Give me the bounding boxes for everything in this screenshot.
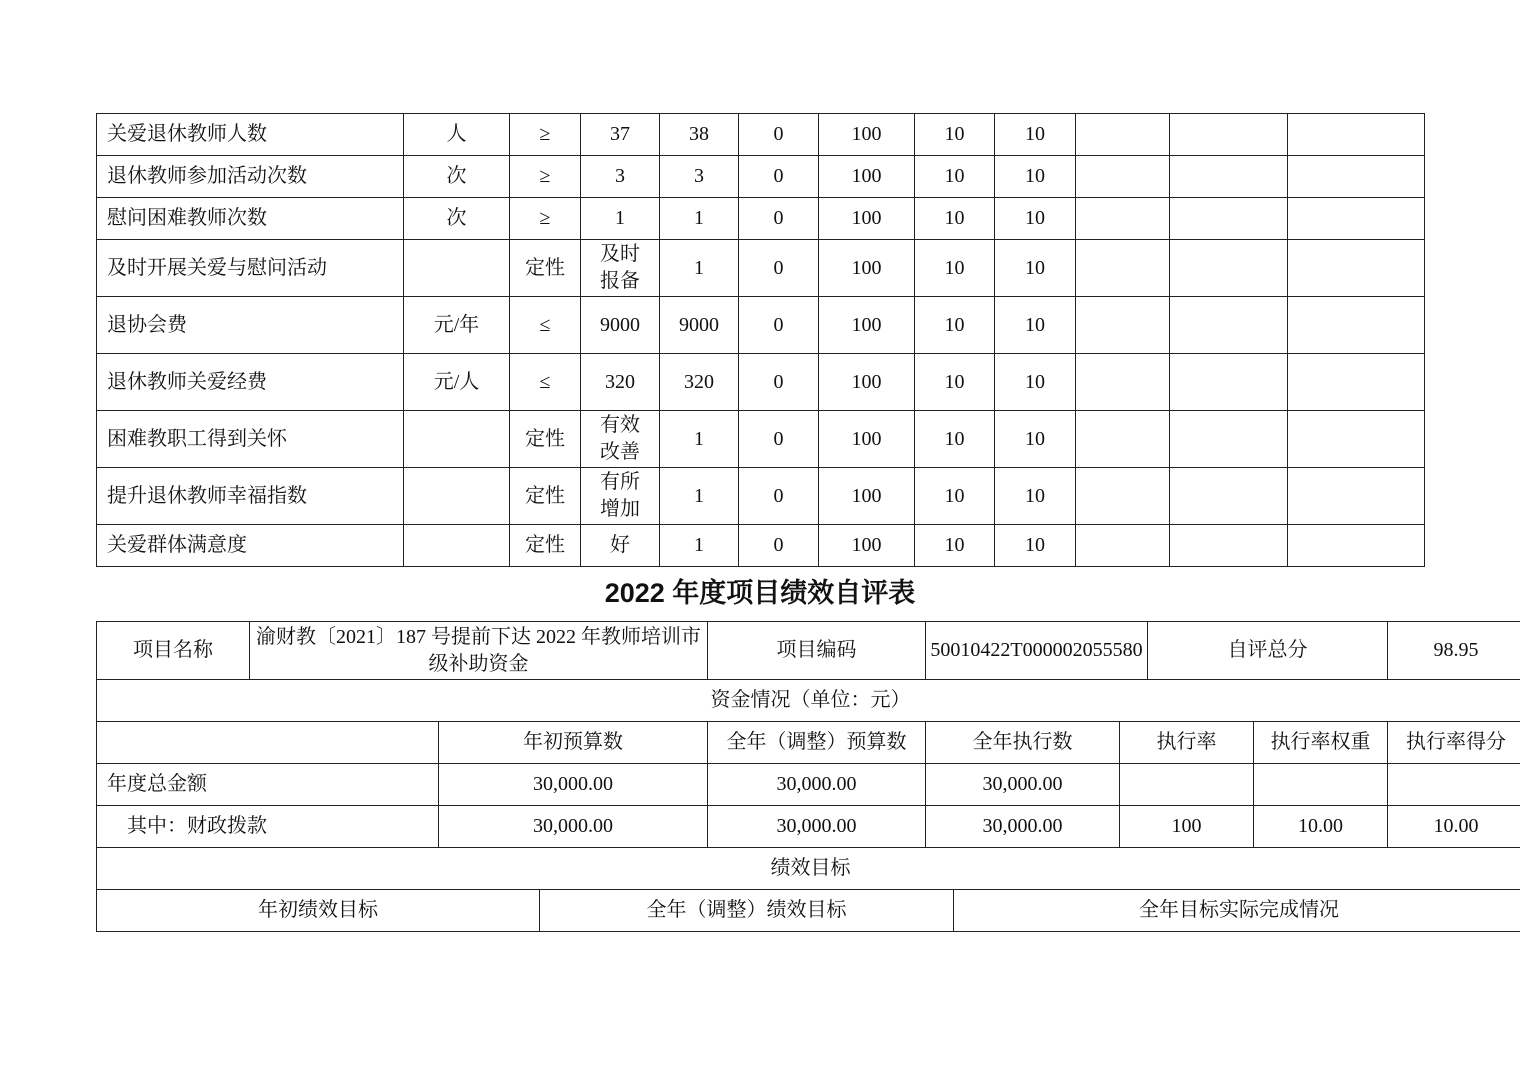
goals-columns-row: [97, 890, 1520, 932]
empty-cell: [1170, 114, 1288, 156]
col-rate-score: 执行率得分: [1388, 722, 1520, 764]
total-amount-row: [97, 764, 1520, 806]
indicator-operator: ≤: [510, 297, 581, 354]
empty-cell: [1076, 354, 1170, 411]
total-initial: 30,000.00: [439, 764, 708, 806]
self-score-value: 98.95: [1388, 622, 1520, 680]
total-weight: [1254, 764, 1388, 806]
indicator-col9: 10: [995, 156, 1076, 198]
indicator-operator: 定性: [510, 411, 581, 468]
total-executed: 30,000.00: [926, 764, 1120, 806]
fiscal-allocation-row: [97, 806, 1520, 848]
indicator-actual: 1: [660, 240, 739, 297]
funds-header-row: [97, 680, 1520, 722]
empty-cell: [1288, 240, 1425, 297]
indicator-col6: 0: [739, 240, 819, 297]
indicator-col8: 10: [915, 411, 995, 468]
indicator-operator: 定性: [510, 240, 581, 297]
empty-cell: [1170, 297, 1288, 354]
indicator-name: 退协会费: [97, 297, 404, 354]
col-execution-rate: 执行率: [1120, 722, 1254, 764]
empty-cell: [1076, 240, 1170, 297]
indicator-actual: 1: [660, 525, 739, 567]
indicator-col6: 0: [739, 411, 819, 468]
table-row: [97, 468, 1425, 525]
indicator-operator: ≥: [510, 156, 581, 198]
indicator-name: 慰问困难教师次数: [97, 198, 404, 240]
indicator-actual: 38: [660, 114, 739, 156]
total-adjusted: 30,000.00: [708, 764, 926, 806]
indicator-name: 退休教师参加活动次数: [97, 156, 404, 198]
indicator-operator: ≥: [510, 114, 581, 156]
empty-cell: [1288, 468, 1425, 525]
fiscal-executed: 30,000.00: [926, 806, 1120, 848]
fiscal-score: 10.00: [1388, 806, 1520, 848]
indicator-name: 困难教职工得到关怀: [97, 411, 404, 468]
total-label: 年度总金额: [97, 764, 439, 806]
funds-header: 资金情况（单位：元）: [97, 680, 1520, 722]
indicator-col6: 0: [739, 156, 819, 198]
empty-cell: [1076, 114, 1170, 156]
indicator-col7: 100: [819, 114, 915, 156]
indicator-name: 提升退休教师幸福指数: [97, 468, 404, 525]
indicator-col9: 10: [995, 525, 1076, 567]
col-initial-budget: 年初预算数: [439, 722, 708, 764]
indicator-col9: 10: [995, 297, 1076, 354]
total-rate: [1120, 764, 1254, 806]
indicator-unit: 人: [404, 114, 510, 156]
performance-evaluation-table: [96, 621, 1520, 932]
empty-cell: [1288, 198, 1425, 240]
self-score-label: 自评总分: [1148, 622, 1388, 680]
project-name-value: 渝财教〔2021〕187 号提前下达 2022 年教师培训市级补助资金: [250, 622, 708, 680]
table-row: [97, 525, 1425, 567]
col-rate-weight: 执行率权重: [1254, 722, 1388, 764]
goal-initial: 年初绩效目标: [97, 890, 540, 932]
indicator-col9: 10: [995, 468, 1076, 525]
indicator-col6: 0: [739, 297, 819, 354]
empty-cell: [1076, 411, 1170, 468]
indicator-col9: 10: [995, 114, 1076, 156]
total-score: [1388, 764, 1520, 806]
indicator-unit: [404, 525, 510, 567]
indicator-col9: 10: [995, 411, 1076, 468]
empty-cell: [1170, 411, 1288, 468]
indicator-target: 9000: [581, 297, 660, 354]
indicator-target: 3: [581, 156, 660, 198]
indicator-col9: 10: [995, 354, 1076, 411]
table-row: [97, 354, 1425, 411]
indicator-col8: 10: [915, 240, 995, 297]
indicator-actual: 1: [660, 468, 739, 525]
fiscal-label: 其中：财政拨款: [97, 806, 439, 848]
indicator-actual: 320: [660, 354, 739, 411]
indicator-col8: 10: [915, 198, 995, 240]
fiscal-rate: 100: [1120, 806, 1254, 848]
table-row: [97, 114, 1425, 156]
empty-cell: [1288, 411, 1425, 468]
indicator-actual: 9000: [660, 297, 739, 354]
indicator-table: [96, 113, 1425, 567]
indicator-col8: 10: [915, 525, 995, 567]
indicator-col7: 100: [819, 411, 915, 468]
indicator-unit: [404, 468, 510, 525]
indicator-col9: 10: [995, 198, 1076, 240]
empty-cell: [1288, 297, 1425, 354]
indicator-target: 好: [581, 525, 660, 567]
indicator-col6: 0: [739, 525, 819, 567]
table-row: [97, 411, 1425, 468]
indicator-col7: 100: [819, 468, 915, 525]
table-row: [97, 198, 1425, 240]
indicator-target: 有效改善: [581, 411, 660, 468]
table-row: [97, 297, 1425, 354]
indicator-unit: 次: [404, 156, 510, 198]
indicator-actual: 1: [660, 411, 739, 468]
empty-cell: [1288, 156, 1425, 198]
empty-cell: [1076, 198, 1170, 240]
indicator-col7: 100: [819, 354, 915, 411]
funds-columns-row: [97, 722, 1520, 764]
project-name-label: 项目名称: [97, 622, 250, 680]
goal-adjusted: 全年（调整）绩效目标: [540, 890, 954, 932]
empty-cell: [1076, 525, 1170, 567]
blank-cell: [97, 722, 439, 764]
empty-cell: [1170, 198, 1288, 240]
project-info-row: [97, 622, 1520, 680]
indicator-col7: 100: [819, 240, 915, 297]
fiscal-initial: 30,000.00: [439, 806, 708, 848]
col-adjusted-budget: 全年（调整）预算数: [708, 722, 926, 764]
empty-cell: [1076, 297, 1170, 354]
indicator-col8: 10: [915, 468, 995, 525]
indicator-name: 关爱群体满意度: [97, 525, 404, 567]
indicator-col6: 0: [739, 198, 819, 240]
goals-header: 绩效目标: [97, 848, 1520, 890]
indicator-name: 关爱退休教师人数: [97, 114, 404, 156]
indicator-operator: 定性: [510, 525, 581, 567]
indicator-col7: 100: [819, 297, 915, 354]
indicator-col8: 10: [915, 156, 995, 198]
indicator-col9: 10: [995, 240, 1076, 297]
indicator-col7: 100: [819, 198, 915, 240]
empty-cell: [1076, 468, 1170, 525]
empty-cell: [1170, 354, 1288, 411]
empty-cell: [1170, 525, 1288, 567]
indicator-name: 及时开展关爱与慰问活动: [97, 240, 404, 297]
indicator-col8: 10: [915, 114, 995, 156]
indicator-col6: 0: [739, 114, 819, 156]
goal-actual: 全年目标实际完成情况: [954, 890, 1520, 932]
fiscal-weight: 10.00: [1254, 806, 1388, 848]
empty-cell: [1170, 468, 1288, 525]
indicator-col6: 0: [739, 354, 819, 411]
empty-cell: [1076, 156, 1170, 198]
indicator-unit: [404, 240, 510, 297]
indicator-unit: 次: [404, 198, 510, 240]
empty-cell: [1288, 525, 1425, 567]
indicator-target: 320: [581, 354, 660, 411]
project-code-value: 50010422T000002055580: [926, 622, 1148, 680]
indicator-target: 1: [581, 198, 660, 240]
empty-cell: [1170, 156, 1288, 198]
table-title: 2022 年度项目绩效自评表: [604, 578, 916, 608]
indicator-unit: 元/年: [404, 297, 510, 354]
indicator-operator: ≥: [510, 198, 581, 240]
indicator-actual: 1: [660, 198, 739, 240]
fiscal-adjusted: 30,000.00: [708, 806, 926, 848]
empty-cell: [1288, 354, 1425, 411]
indicator-col7: 100: [819, 525, 915, 567]
indicator-name: 退休教师关爱经费: [97, 354, 404, 411]
indicator-operator: ≤: [510, 354, 581, 411]
table-row: [97, 240, 1425, 297]
indicator-target: 有所增加: [581, 468, 660, 525]
indicator-target: 37: [581, 114, 660, 156]
indicator-target: 及时报备: [581, 240, 660, 297]
indicator-col6: 0: [739, 468, 819, 525]
project-code-label: 项目编码: [708, 622, 926, 680]
empty-cell: [1288, 114, 1425, 156]
col-executed: 全年执行数: [926, 722, 1120, 764]
indicator-operator: 定性: [510, 468, 581, 525]
empty-cell: [1170, 240, 1288, 297]
indicator-col7: 100: [819, 156, 915, 198]
indicator-actual: 3: [660, 156, 739, 198]
indicator-unit: [404, 411, 510, 468]
indicator-col8: 10: [915, 354, 995, 411]
goals-header-row: [97, 848, 1520, 890]
indicator-unit: 元/人: [404, 354, 510, 411]
table-row: [97, 156, 1425, 198]
indicator-col8: 10: [915, 297, 995, 354]
